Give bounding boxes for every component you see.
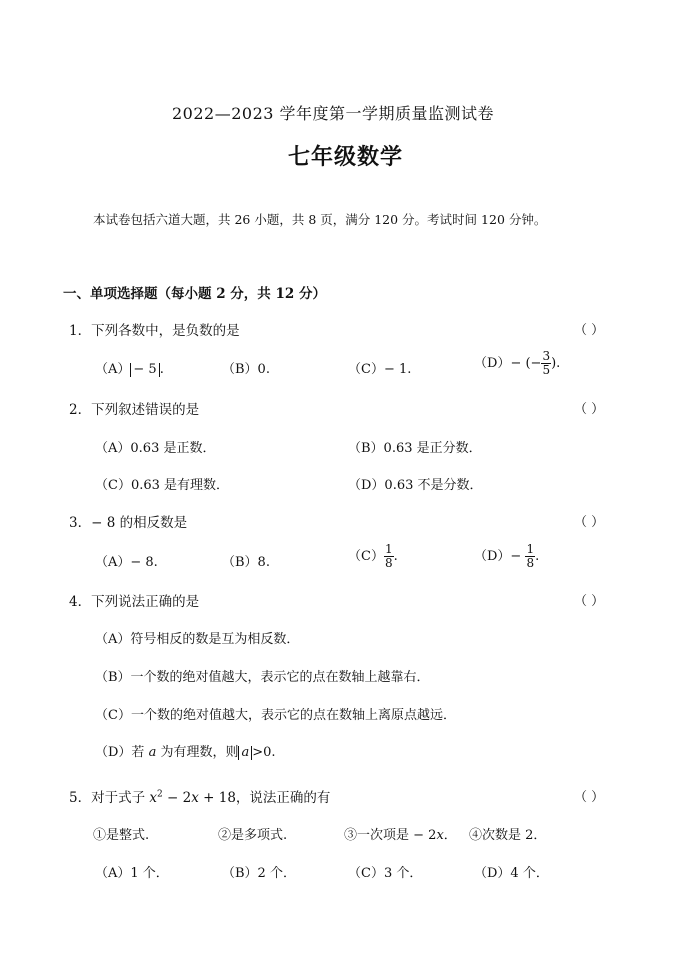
exam-title: 2022—2023 学年度第一学期质量监测试卷 [172, 104, 495, 123]
question-5: 5．对于式子 $x^2 - 2x + 18$，说法正确的有 [69, 789, 331, 806]
option-a: （A） − 5 . [95, 362, 164, 377]
question-number: 3． [69, 515, 92, 531]
answer-paren: （ ） [574, 790, 605, 805]
fraction: $\frac{1}{8}$ [526, 542, 535, 570]
statement-4: ④次数是 2． [469, 828, 547, 843]
option-d: （D）若 a 为有理数，则 a >0. [95, 745, 276, 760]
absolute-value: a [238, 746, 252, 760]
statement-2: ②是多项式. [218, 828, 288, 843]
statement-3: ③一次项是 − 2x． [344, 828, 457, 843]
question-stem: − 8 的相反数是 [91, 515, 188, 531]
question-stem: 下列各数中，是负数的是 [91, 323, 240, 339]
option-b: （B）2 个． [222, 866, 296, 881]
option-b: （B）0.63 是正分数． [348, 441, 482, 456]
option-c: （C）0.63 是有理数． [95, 478, 230, 493]
question-number: 5． [69, 790, 92, 806]
option-b: （B）一个数的绝对值越大，表示它的点在数轴上越靠右． [95, 670, 430, 685]
absolute-value: − 5 [130, 363, 159, 377]
question-stem: 下列叙述错误的是 [91, 402, 200, 418]
question-number: 1． [69, 323, 92, 339]
answer-paren: （ ） [574, 594, 605, 609]
answer-paren: （ ） [574, 323, 605, 338]
question-number: 2． [69, 402, 92, 418]
question-number: 4． [69, 594, 92, 610]
option-d: （D）4 个． [474, 866, 549, 881]
option-a: （A）1 个． [95, 866, 169, 881]
option-d: （D）− $\frac{1}{8}$ . [474, 542, 540, 570]
question-2 [69, 398, 199, 418]
fraction: $\frac{3}{5}$ [542, 349, 551, 377]
option-b: （B）0. [222, 362, 270, 377]
option-c: （C）− 1. [348, 362, 412, 377]
option-c: （C） $\frac{1}{8}$ . [348, 542, 398, 570]
option-a: （A）0.63 是正数． [95, 441, 216, 456]
option-a: （A）− 8. [95, 555, 158, 570]
exam-intro: 本试卷包括六道大题，共 26 小题，共 8 页，满分 120 分。考试时间 120 分钟。 [93, 212, 547, 227]
option-c: （C）一个数的绝对值越大，表示它的点在数轴上离原点越远． [95, 708, 456, 723]
exam-subtitle: 七年级数学 [288, 144, 404, 170]
option-c: （C）3 个． [348, 866, 423, 881]
question-3 [69, 511, 187, 531]
option-d: （D）0.63 不是分数． [348, 478, 483, 493]
option-d: （D）− (− $\frac{3}{5}$ ). [474, 349, 561, 377]
fraction: $\frac{1}{8}$ [384, 542, 393, 570]
question-1 [69, 319, 240, 339]
question-stem: 下列说法正确的是 [91, 594, 200, 610]
option-b: （B）8. [222, 555, 270, 570]
answer-paren: （ ） [574, 515, 605, 530]
section-heading: 一、单项选择题（每小题 2 分，共 12 分） [63, 286, 326, 302]
option-a: （A）符号相反的数是互为相反数． [95, 632, 300, 647]
answer-paren: （ ） [574, 402, 605, 417]
question-4 [69, 590, 199, 610]
statement-1: ①是整式. [93, 828, 150, 843]
